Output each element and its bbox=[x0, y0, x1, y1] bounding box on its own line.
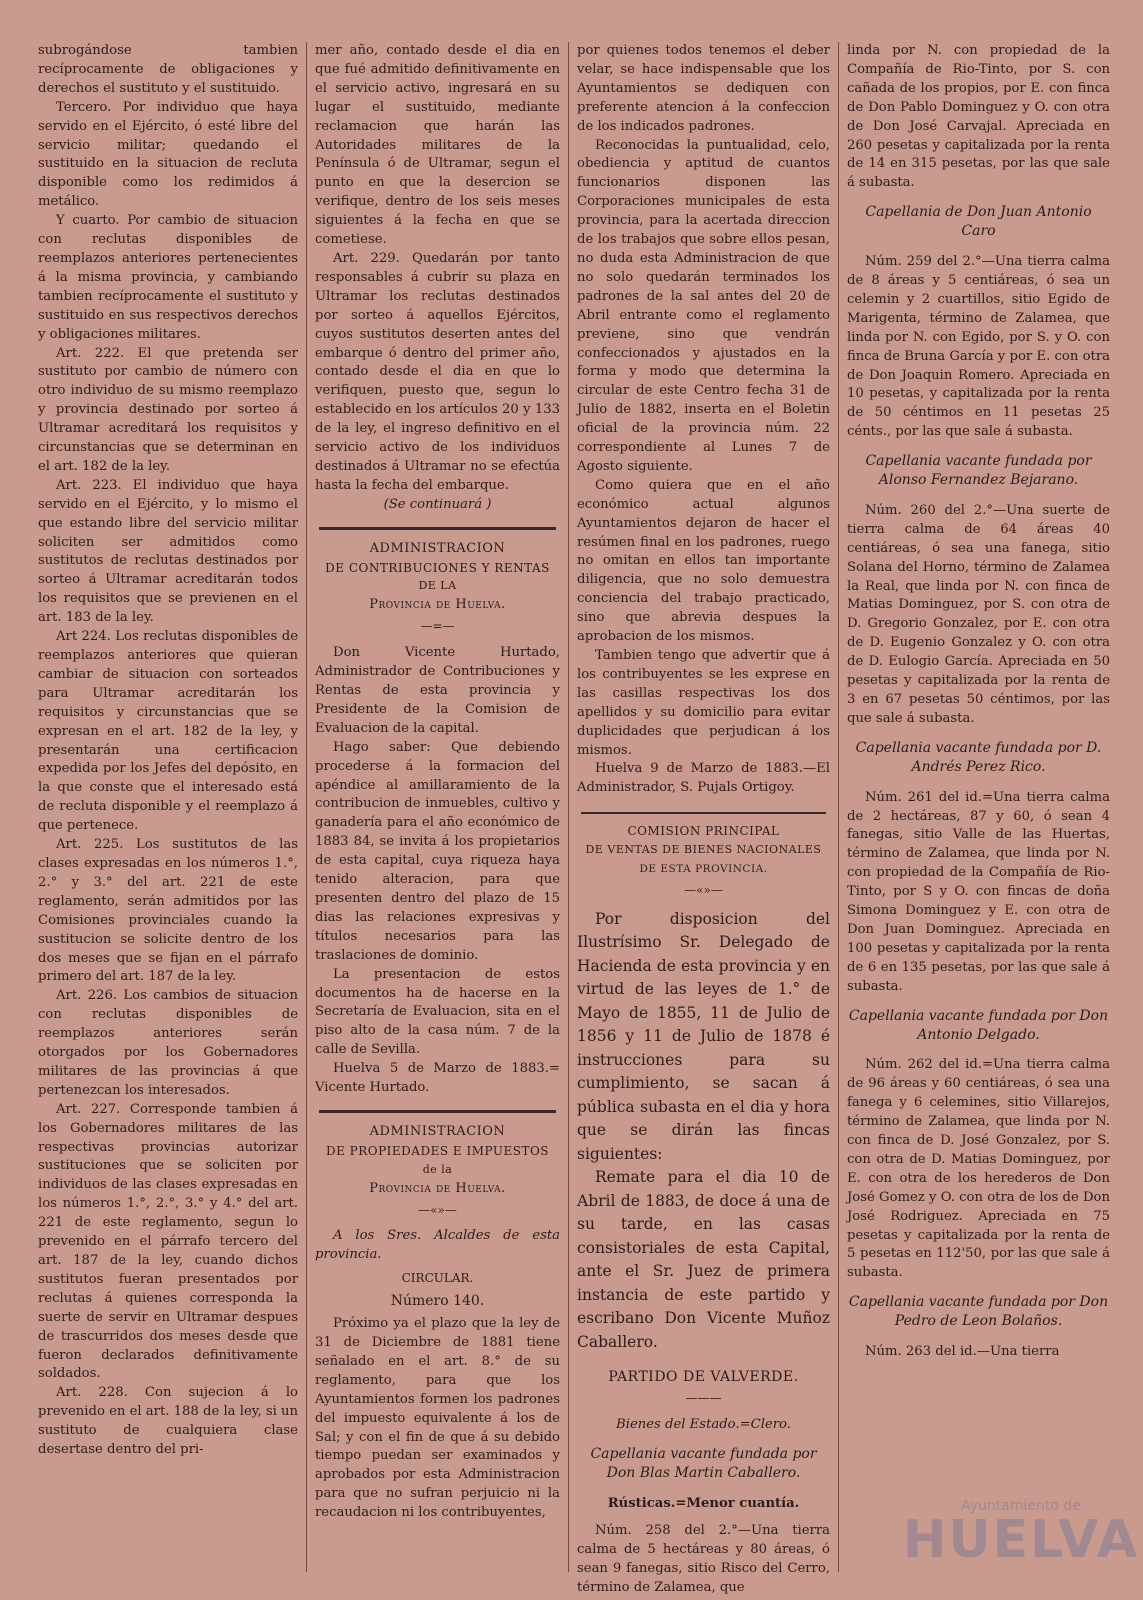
subheading: Bienes del Estado.=Clero. bbox=[616, 1417, 791, 1433]
subheading: Capellania vacante fundada por D. Andrés Perez Rico. bbox=[855, 739, 1102, 775]
watermark-line: Ayuntamiento de bbox=[961, 1498, 1081, 1514]
paragraph: Huelva 9 de Marzo de 1883.—El Administrador, S. Pujals Ortigoy. bbox=[577, 761, 830, 796]
section-heading: COMISION PRINCIPAL bbox=[627, 824, 780, 839]
section-rule bbox=[319, 1110, 556, 1113]
paragraph: Art. 222. El que pretenda ser sustituto por cambio de número con otro individuo de su mismo reemplazo y provincia destinado por sorteo á Ultramar acreditará los requisitos y circunstancias que se determinan en el art. 182 de la ley. bbox=[38, 345, 298, 474]
paragraph: subrogándose tambien recíprocamente de obligaciones y derechos el sustituto y el sustituido. bbox=[38, 43, 298, 96]
separator: —«»— bbox=[684, 882, 723, 897]
subheading: Capellania vacante fundada por Alonso Fernandez Bejarano. bbox=[865, 453, 1092, 489]
section-heading: DE LA bbox=[418, 579, 457, 593]
column-3 bbox=[568, 42, 838, 1595]
section-heading: Provincia de Huelva. bbox=[369, 597, 506, 613]
paragraph: Reconocidas la puntualidad, celo, obediencia y aptitud de cuantos funcionarios disponen las Corporaciones municipales de esta provincia, para la acertada direccion de los trabajos que sobre ellos pesan, no duda esta Administracion de que no solo quedarán terminados los padrones de la sal antes del 20 de Abril entrante como el reglamento previene, sino que vendrán confeccionados y ajustados en la forma y modo que determina la circular de este Centro fecha 31 de Julio de 1882, inserta en el Boletin oficial de la provincia núm. 22 correspondiente al Lunes 7 de Agosto siguiente. bbox=[577, 137, 830, 474]
paragraph: Art. 223. El individuo que haya servido en el Ejército, y lo mismo el que estando libre del servicio militar soliciten ser admitidos como sustitutos de reclutas destinados por sorteo á Ultramar acreditarán todos los requisitos que se previenen en el art. 183 de la ley. bbox=[38, 477, 298, 626]
paragraph: Núm. 260 del 2.°—Una suerte de tierra calma de 64 áreas 40 centiáreas, ó sea una fanega, sitio Solana del Horno, término de Zalamea la Real, que linda por N. con finca de Matias Dominguez, por S. con otra de D. Gregorio Gonzalez, por E. con otra de D. Eugenio Gonzalez y O. con otra de D. Eulogio García. Apreciada en 50 pesetas y capitalizada por la renta de 3 en 67 pesetas 50 céntimos, por las que sale á subasta. bbox=[847, 502, 1110, 726]
section-rule bbox=[581, 812, 826, 814]
paragraph: por quienes todos tenemos el deber velar, se hace indispensable que los Ayuntamientos se dediquen con preferente atencion á la confeccion de los indicados padrones. bbox=[577, 43, 830, 134]
watermark-line: HUELVA bbox=[902, 1510, 1140, 1570]
column-1 bbox=[30, 42, 306, 1572]
paragraph: Huelva 5 de Marzo de 1883.= Vicente Hurtado. bbox=[315, 1061, 560, 1096]
paragraph: Art. 227. Corresponde tambien á los Gobernadores militares de las respectivas provincias autorizar sustituciones que se soliciten por individuos de las clases expresadas en los números 1.°, 2.°, 3.° y 4.° del art. 221 de este reglamento, segun lo prevenido en el párrafo tercero del art. 187 de la ley, cuando dichos sustitutos fueran presentados por reclutas á quienes corresponda la suerte de servir en Ultramar despues de trascurridos dos meses desde que fueron declarados definitivamente soldados. bbox=[38, 1101, 298, 1382]
paragraph: Don Vicente Hurtado, Administrador de Contribuciones y Rentas de esta provincia y Presidente de la Comision de Evaluacion de la capital. bbox=[315, 645, 560, 736]
subheading: Capellania vacante fundada por Don Blas Martin Caballero. bbox=[590, 1446, 817, 1481]
paragraph: mer año, contado desde el dia en que fué admitido definitivamente en el servicio activo, ingresará en su lugar el sustituido, mediante reclamacion que harán las Autoridades militares de la Península ó de Ultramar, segun el punto en que la desercion se verifique, dentro de los seis meses siguientes á la fecha en que se cometiese. bbox=[315, 43, 560, 248]
paragraph: Por disposicion del Ilustrísimo Sr. Delegado de Hacienda de esta provincia y en virtud de las leyes de 1.° de Mayo de 1855, 11 de Julio de 1856 y 11 de Julio de 1878 é instrucciones para su cumplimiento, se sacan á pública subasta en el dia y hora que se dirán las fincas siguientes: bbox=[577, 909, 830, 1163]
subheading: Capellania vacante fundada por Don Pedro de Leon Bolaños. bbox=[848, 1294, 1109, 1330]
section-heading: DE ESTA PROVINCIA. bbox=[639, 863, 768, 876]
section-heading: de la bbox=[422, 1162, 453, 1176]
subheading: Capellania vacante fundada por Don Antonio Delgado. bbox=[848, 1007, 1109, 1043]
paragraph: Remate para el dia 10 de Abril de 1883, de doce á una de su tarde, en las casas consistoriales de esta Capital, ante el Sr. Juez de primera instancia de este partido y escribano Don Vicente Muñoz Caballero. bbox=[577, 1168, 830, 1351]
separator: —=— bbox=[420, 619, 455, 634]
circular-label: CIRCULAR. bbox=[401, 1271, 474, 1286]
archive-watermark bbox=[902, 1472, 1140, 1592]
paragraph: Núm. 261 del id.=Una tierra calma de 2 hectáreas, 87 y 60, ó sean 4 fanegas, sitio Valle de las Huertas, término de Zalamea, que linda por N. con propiedad de la Compañía de Rio-Tinto, por S y O. con fincas de doña Simona Dominguez y E. con otra de Don Juan Dominguez. Apreciada en 100 pesetas y capitalizada por la renta de 6 en 135 pesetas, por las que sale á subasta. bbox=[847, 789, 1110, 994]
subheading: Rústicas.=Menor cuantía. bbox=[607, 1495, 800, 1511]
separator: —«»— bbox=[418, 1202, 457, 1217]
paragraph: Art. 229. Quedarán por tanto responsables á cubrir su plaza en Ultramar los reclutas destinados por sorteo á aquellos Ejércitos, cuyos sustitutos deserten antes del embarque ó dentro del primer año, contado desde el dia en que lo verifiquen, puesto que, segun lo establecido en los artículos 20 y 133 de la ley, el ingreso definitivo en el servicio activo de los individuos destinados á Ultramar no se efectúa hasta la fecha del embarque. bbox=[315, 250, 560, 493]
paragraph: linda por N. con propiedad de la Compañía de Rio-Tinto, por S. con cañada de los propios, por E. con finca de Don Pablo Dominguez y O. con otra de Don José Carvajal. Apreciada en 260 pesetas y capitalizada por la renta de 14 en 315 pesetas, por las que sale á subasta. bbox=[847, 43, 1110, 191]
paragraph: Como quiera que en el año económico actual algunos Ayuntamientos dejaron de hacer el resúmen final en los padrones, ruego no omitan en ellos tan importante diligencia, que no solo demuestra conciencia del trabajo practicado, sino que abrevia despues la aprobacion de los mismos. bbox=[577, 477, 830, 645]
circular-number: Número 140. bbox=[390, 1293, 485, 1310]
section-rule bbox=[319, 527, 556, 530]
separator: ——— bbox=[685, 1391, 722, 1406]
paragraph: Art. 225. Los sustitutos de las clases expresadas en los números 1.°, 2.° y 3.° del art. 221 de este reglamento, serán admitidos por las Comisiones provinciales cuando la sustitucion se solicite dentro de los dos meses que se fijan en el párrafo primero del art. 187 de la ley. bbox=[38, 837, 298, 985]
paragraph: Y cuarto. Por cambio de situacion con reclutas disponibles de reemplazos anteriores pertenecientes á la misma provincia, y cambiando tambien recíprocamente el sustituto y sustituido en sus respectivos derechos y obligaciones militares. bbox=[38, 213, 298, 342]
paragraph: Hago saber: Que debiendo procederse á la formacion del apéndice al amillaramiento de la contribucion de inmuebles, cultivo y ganadería para el año económico de 1883 84, se invita á los propietarios de esta capital, cuya riqueza haya tenido alteracion, para que presenten dentro del plazo de 15 dias las relaciones expresivas y títulos necesarios para las traslaciones de dominio. bbox=[315, 739, 560, 963]
section-heading: DE PROPIEDADES E IMPUESTOS bbox=[325, 1143, 550, 1158]
section-heading: ADMINISTRACION bbox=[369, 1123, 506, 1139]
section-heading: Provincia de Huelva. bbox=[369, 1180, 506, 1196]
paragraph: Tercero. Por individuo que haya servido en el Ejército, ó esté libre del servicio militar; quedando el sustituido en la situacion de recluta disponible como los redimidos á metálico. bbox=[38, 99, 298, 210]
paragraph: Tambien tengo que advertir que á los contribuyentes se les exprese en las casillas respectivas los dos apellidos y su domicilio para evitar duplicidades que perjudican á los mismos. bbox=[577, 648, 830, 758]
section-heading: DE VENTAS DE BIENES NACIONALES bbox=[585, 843, 822, 857]
addressee: A los Sres. Alcaldes de esta provincia. bbox=[315, 1228, 560, 1263]
paragraph: Núm. 262 del id.=Una tierra calma de 96 áreas y 60 centiáreas, ó sea una fanega y 6 celemines, sitio Villarejos, término de Zalamea, que linda por N. con finca de D. José Gonzalez, por S. con otra de D. Matias Dominguez, por E. con otra de los herederos de Don José Gomez y O. con otra de los de Don José Rodriguez. Apreciada en 75 pesetas y capitalizada por la renta de 5 pesetas en 112'50, por las que sale á subasta. bbox=[847, 1057, 1110, 1281]
paragraph: Núm. 258 del 2.°—Una tierra calma de 5 hectáreas y 80 áreas, ó sean 9 fanegas, sitio Risco del Cerro, término de Zalamea, que bbox=[577, 1522, 830, 1595]
column-2 bbox=[306, 42, 568, 1572]
paragraph: La presentacion de estos documentos ha de hacerse en la Secretaría de Evaluacion, sita en el piso alto de la casa núm. 7 de la calle de Sevilla. bbox=[315, 966, 560, 1058]
newspaper-page bbox=[30, 42, 1118, 1595]
section-heading: PARTIDO DE VALVERDE. bbox=[608, 1369, 799, 1386]
section-heading: DE CONTRIBUCIONES Y RENTAS bbox=[325, 560, 550, 575]
paragraph: Art. 228. Con sujecion á lo prevenido en el art. 188 de la ley, si un sustituto de cualquiera clase desertase dentro del pri- bbox=[38, 1385, 298, 1458]
column-4 bbox=[838, 42, 1118, 1572]
paragraph: Próximo ya el plazo que la ley de 31 de Diciembre de 1881 tiene señalado en el art. 8.° de su reglamento, para que los Ayuntamientos formen los padrones del impuesto equivalente á los de Sal; y con el fin de que á su debido tiempo puedan ser examinados y aprobados por esta Administracion para que no sufran perjuicio ni la recaudacion ni los contribuyentes, bbox=[315, 1316, 560, 1521]
paragraph: Art. 226. Los cambios de situacion con reclutas disponibles de reemplazos anteriores serán otorgados por los Gobernadores militares de las provincias á que pertenezcan los interesados. bbox=[38, 988, 298, 1098]
paragraph: Art 224. Los reclutas disponibles de reemplazos anteriores que quieran cambiar de situacion con sorteados para Ultramar acreditarán los requisitos y circunstancias que se expresan en el art. 182 de la ley, y presentarán una certificacion expedida por los Jefes del depósito, en la que conste que el interesado está de recluta disponible y el reemplazo á que pertenece. bbox=[38, 629, 298, 834]
subheading: Capellania de Don Juan Antonio Caro bbox=[865, 204, 1092, 240]
paragraph: Núm. 259 del 2.°—Una tierra calma de 8 áreas y 5 centiáreas, ó sea un celemin y 2 cuartillos, sitio Egido de Marigenta, término de Zalamea, que linda por N. con Egido, por S. y O. con finca de Bruna García y por E. con otra de Don Joaquin Romero. Apreciada en 10 pesetas, y capitalizada por la renta de 50 céntimos en 11 pesetas 25 cénts., por las que sale á subasta. bbox=[847, 254, 1110, 440]
paragraph: Núm. 263 del id.—Una tierra bbox=[865, 1344, 1060, 1360]
section-heading: ADMINISTRACION bbox=[369, 540, 506, 556]
continuation-note: (Se continuará ) bbox=[383, 496, 492, 512]
